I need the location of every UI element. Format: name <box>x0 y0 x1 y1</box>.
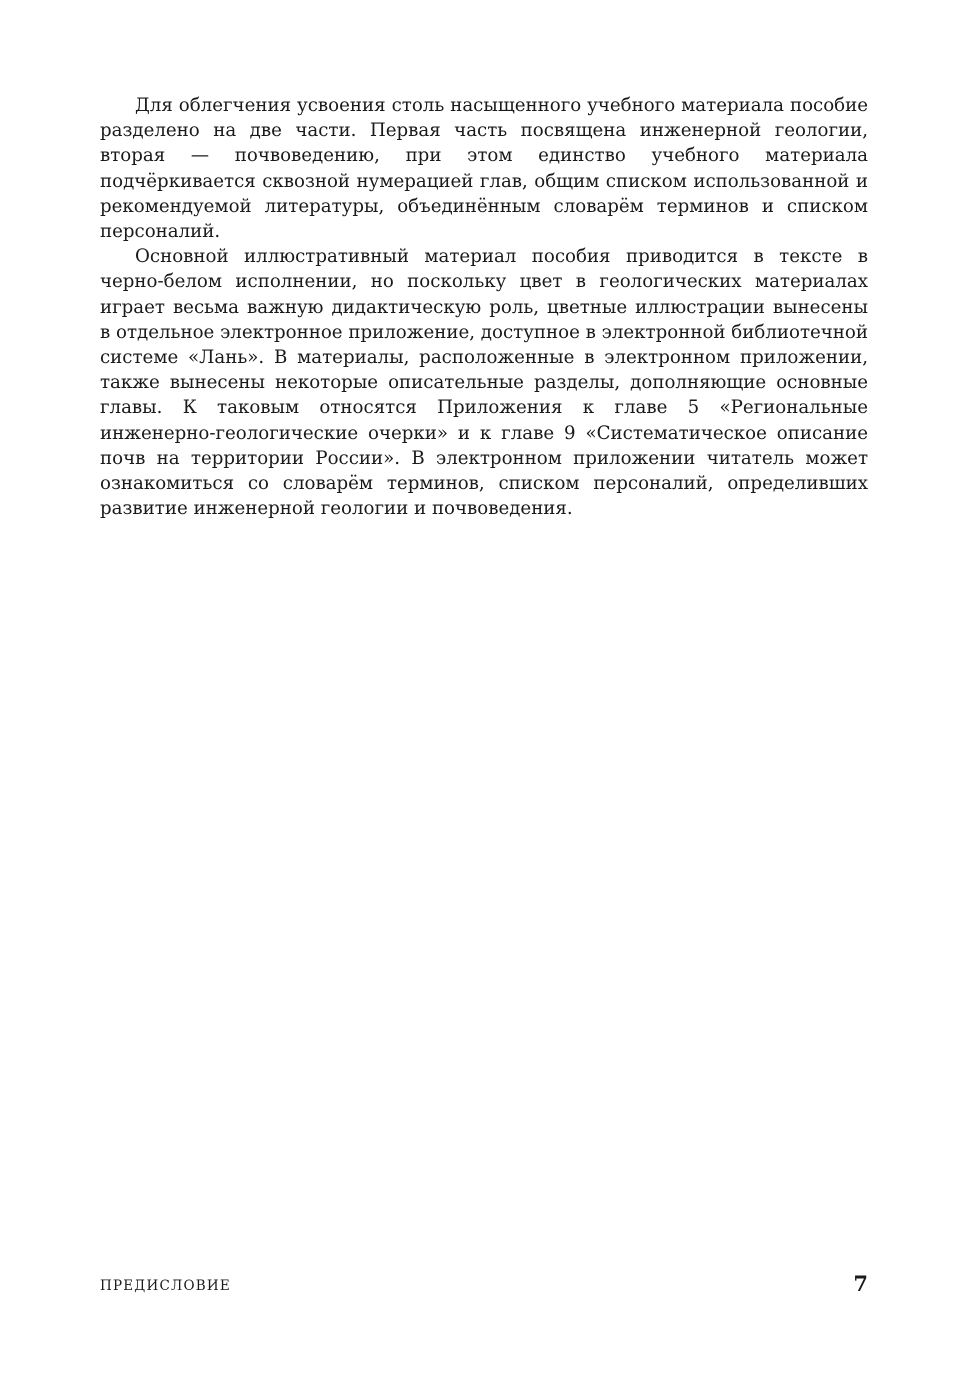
body-text <box>100 93 868 521</box>
page-number: 7 <box>853 1271 868 1296</box>
running-footer-title: ПРЕДИСЛОВИЕ <box>100 1278 231 1294</box>
paragraph-2: Основной иллюстративный материал пособия приводится в тексте в черно-белом исполнении, но поскольку цвет в геологических материалах играет весьма важную дидактическую роль, цветные иллюстрации вынесены в отдельное электронное приложение, доступное в электронной библиотечной системе «Лань». В материалы, расположенные в электронном приложении, также вынесены некоторые описательные разделы, дополняющие основные главы. К таковым относятся Приложения к главе 5 «Региональные инженерно-геологические очерки» и к главе 9 «Систематическое описание почв на территории России». В электронном приложении читатель может ознакомиться со словарём терминов, списком персоналий, определивших развитие инженерной геологии и почвоведения. <box>100 246 868 520</box>
paragraph-1: Для облегчения усвоения столь насыщенного учебного материала пособие разделено на две части. Первая часть посвящена инженерной геологии, вторая — почвоведению, при этом единство учебного материала подчёркивается сквозной нумерацией глав, общим списком использованной и рекомендуемой литературы, объединённым словарём терминов и списком персоналий. <box>100 95 868 243</box>
